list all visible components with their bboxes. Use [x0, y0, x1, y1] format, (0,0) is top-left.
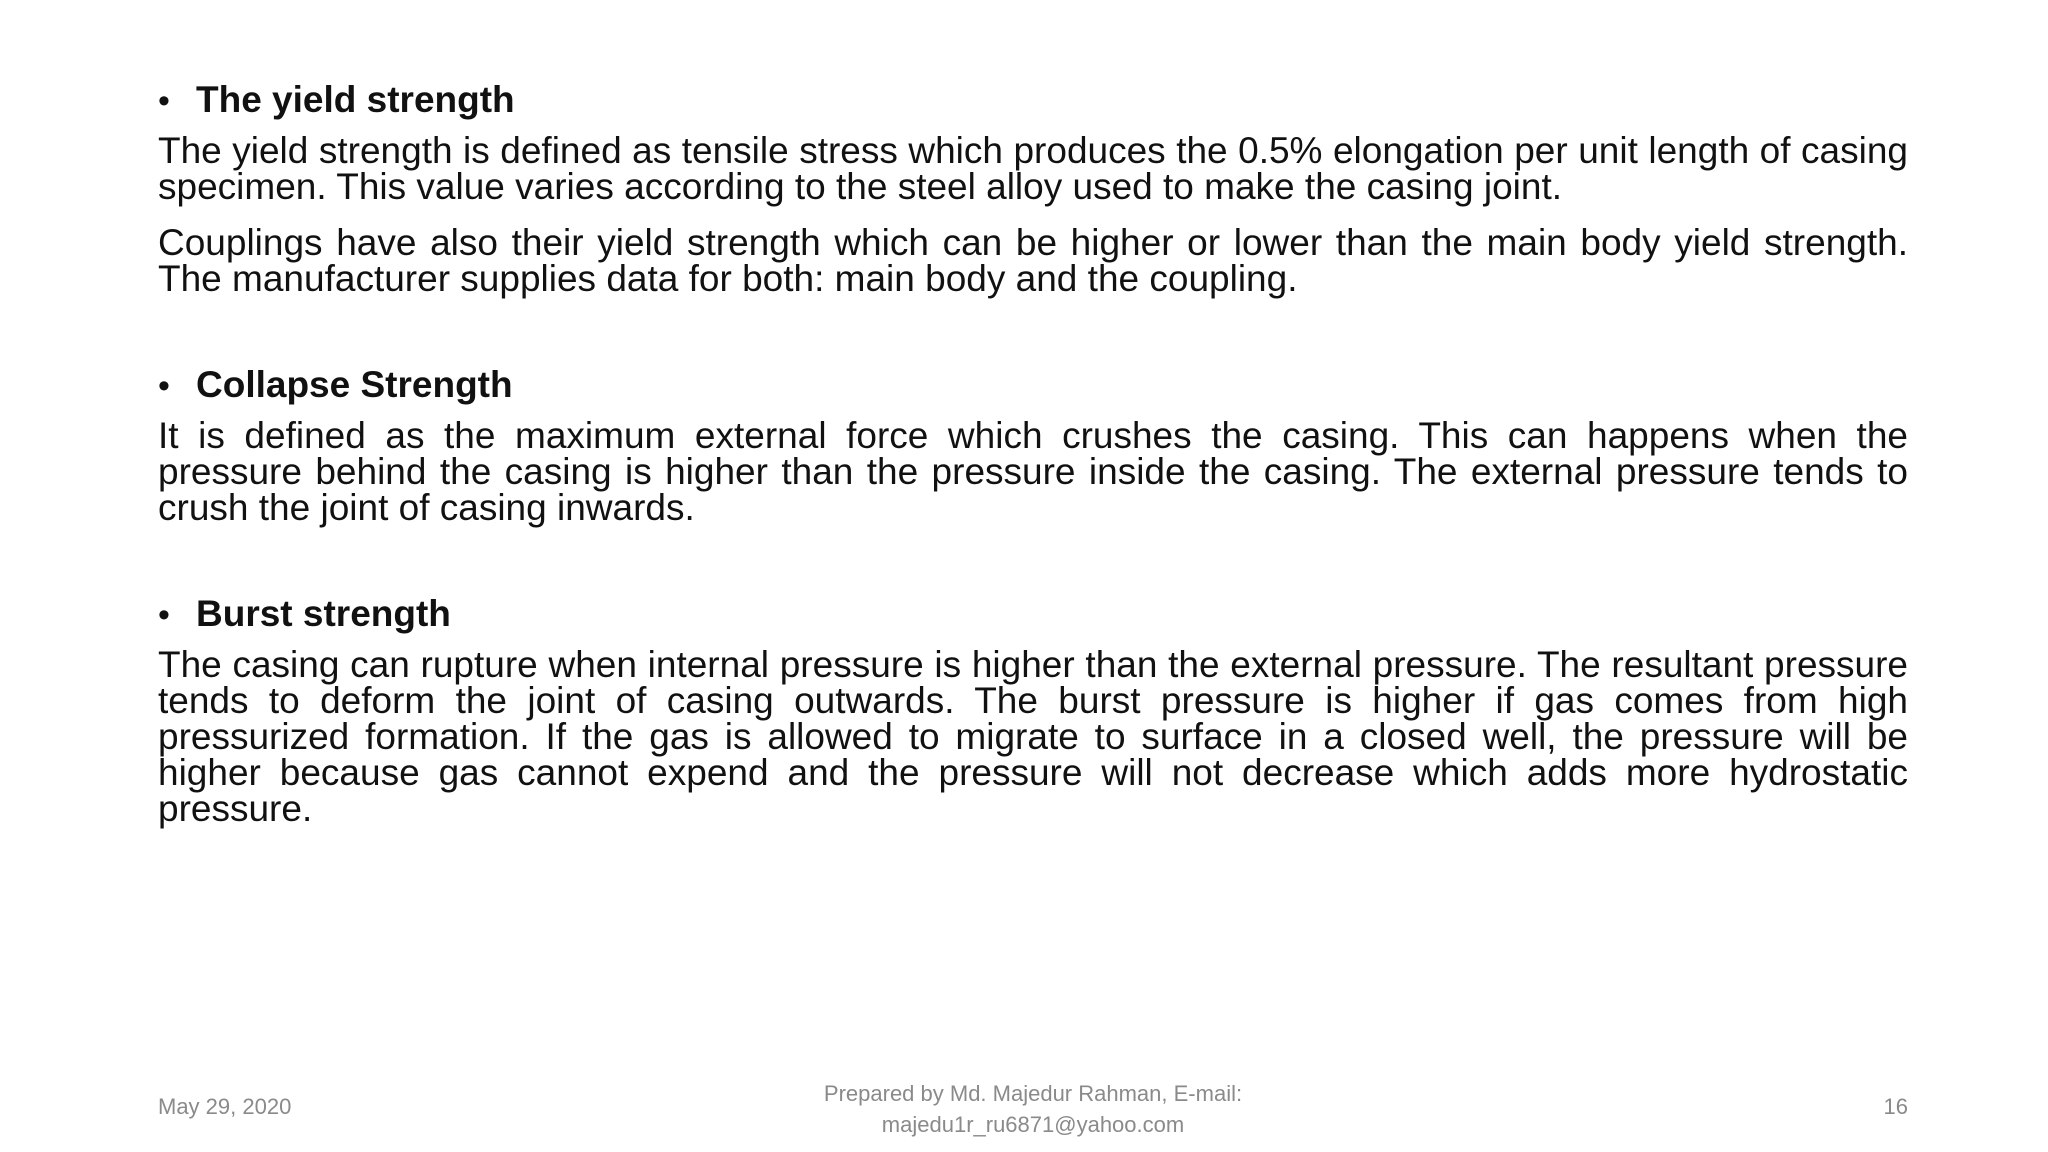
slide-footer — [158, 1078, 1908, 1142]
section-heading — [158, 590, 1908, 639]
heading-text: Collapse Strength — [196, 364, 513, 405]
paragraph: It is defined as the maximum external force which crushes the casing. This can happens when the pressure behind the casing is higher than the pressure inside the casing. The external pressure tends to crush the joint of casing inwards. — [158, 415, 1908, 528]
spacer — [158, 317, 1908, 361]
spacer — [158, 546, 1908, 590]
slide-content — [158, 76, 1908, 847]
bullet-icon: • — [158, 596, 170, 634]
footer-author-line: Prepared by Md. Majedur Rahman, E-mail: — [823, 1081, 1243, 1106]
footer-date: May 29, 2020 — [158, 1094, 292, 1119]
paragraph: The yield strength is defined as tensile stress which produces the 0.5% elongation per unit length of casing specimen. This value varies according to the steel alloy used to make the casing joint. — [158, 130, 1908, 207]
section-yield-strength — [158, 76, 1908, 297]
paragraph: Couplings have also their yield strength which can be higher or lower than the main body yield strength. The manufacturer supplies data for both: main body and the coupling. — [158, 222, 1908, 299]
paragraph: The casing can rupture when internal pressure is higher than the external pressure. The resultant pressure tends to deform the joint of casing outwards. The burst pressure is higher if gas comes from high pressurized formation. If the gas is allowed to migrate to surface in a closed well, the pressure will be higher because gas cannot expend and the pressure will not decrease which adds more hydrostatic pressure. — [158, 644, 1908, 829]
section-heading — [158, 361, 1908, 410]
footer-author — [158, 1078, 1908, 1140]
heading-text: Burst strength — [196, 593, 451, 634]
bullet-icon: • — [158, 82, 170, 120]
section-collapse-strength — [158, 361, 1908, 526]
section-heading — [158, 76, 1908, 125]
bullet-icon: • — [158, 367, 170, 405]
page-number: 16 — [1883, 1094, 1908, 1119]
heading-text: The yield strength — [196, 79, 515, 120]
section-burst-strength — [158, 590, 1908, 827]
footer-email: majedu1r_ru6871@yahoo.com — [881, 1112, 1185, 1137]
